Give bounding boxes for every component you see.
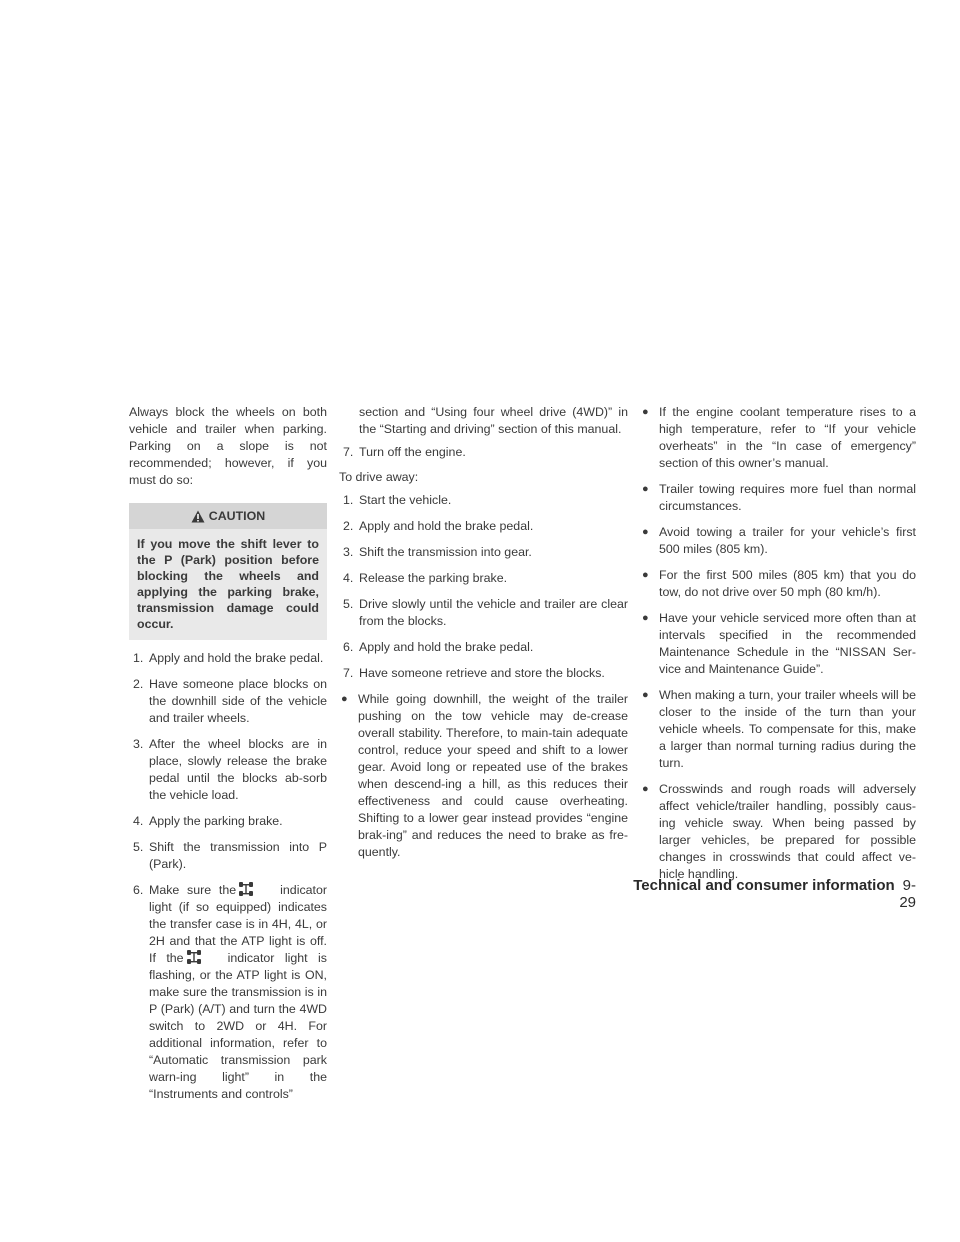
bullet-icon: ● [341,693,348,705]
towing-tips [640,404,916,883]
list-item: 1. Apply and hold the brake pedal. [133,651,324,665]
caution-body: If you move the shift lever to the P (Park) position before blocking the wheels and applying the parking brake, transmission damage could occur. [129,529,327,640]
column-middle [339,404,628,861]
downhill-bullets [339,691,628,861]
intro-paragraph: Always block the wheels on both vehicle and trailer when parking. Parking on a slope is not recommended; however, if you must do so: [129,405,327,487]
list-item: ● While going downhill, the weight of the trailer pushing on the tow vehicle may de-crease overall stability. Therefore, to main-tain adequate control, reduce your speed and shift to a lower gear. Avoid long or repeated use of the brakes when descend-ing a hill, as this reduces their effectiveness and could cause overheating. Shifting to a lower gear instead provides “engine brak-ing” and reduces the need to brake as fre-quently. [341,692,628,859]
list-item: ● Avoid towing a trailer for your vehicle’s first 500 miles (805 km). [642,525,916,556]
list-item: 7. Turn off the engine. [343,445,466,459]
list-item: 1. Start the vehicle. [343,493,452,507]
list-item: ● Crosswinds and rough roads will adversely affect vehicle/trailer handling, possibly caus-ing vehicle sway. When being passed by larger vehicles, be prepared for possible changes in crosswinds that could affect ve-hicle handling. [642,782,916,881]
list-item: 3. Shift the transmission into gear. [343,545,532,559]
list-item: ● For the first 500 miles (805 km) that you do tow, do not drive over 50 mph (80 km/h). [642,568,916,599]
drive-away-steps [339,492,628,682]
parking-steps [129,650,327,1103]
caution-header [129,503,327,529]
section-title: Technical and consumer information [633,877,895,894]
bullet-icon: ● [642,689,649,701]
list-item: ● When making a turn, your trailer wheels will be closer to the inside of the turn than your vehicle wheels. To compensate for this, make a larger than normal turning radius during the turn. [642,688,916,770]
bullet-icon: ● [642,569,649,581]
list-item: ● If the engine coolant temperature rises to a high temperature, refer to “If your vehicle overheats” in the “In case of emergency” section of this owner’s manual. [642,405,916,470]
page-footer [620,877,916,911]
warning-icon [191,510,205,523]
bullet-icon: ● [642,526,649,538]
list-item: 5. Shift the transmission into P (Park). [133,840,327,871]
list-item: 4. Apply the parking brake. [133,814,283,828]
list-item: ● Have your vehicle serviced more often than at intervals specified in the recommended Maintenance Schedule in the “NISSAN Ser-vice and Maintenance Guide”. [642,611,916,676]
list-item: 6. Apply and hold the brake pedal. [343,640,534,654]
bullet-icon: ● [642,406,649,418]
list-item: 3. After the wheel blocks are in place, slowly release the brake pedal until the blocks ab-sorb the vehicle load. [133,737,327,802]
list-item: 2. Have someone place blocks on the downhill side of the vehicle and trailer wheels. [133,677,327,725]
bullet-icon: ● [642,612,649,624]
list-item: 4. Release the parking brake. [343,571,508,585]
list-item: 6. Make sure the indicator light (if so equipped) indicates the transfer case is in 4H, 4L, or 2H and that the ATP light is off. If the indicator light is flashing, or the ATP light is ON, make sure the transmission is in P (Park) (A/T) and turn the 4WD switch to 2WD or 4H. For additional information, refer to “Automatic transmission park warn-ing light” in the “Instruments and controls” [133,883,327,1101]
column-right [640,404,916,883]
list-item: 2. Apply and hold the brake pedal. [343,519,534,533]
bullet-icon: ● [642,483,649,495]
page-number: 9-29 [899,877,916,911]
continued-paragraph: section and “Using four wheel drive (4WD)” in the “Starting and driving” section of this manual. [359,405,628,436]
list-item: 7. Have someone retrieve and store the blocks. [343,666,605,680]
4wd-indicator-icon [184,951,228,965]
4wd-indicator-icon [236,883,280,897]
list-item: ● Trailer towing requires more fuel than normal circumstances. [642,482,916,513]
list-item: 5. Drive slowly until the vehicle and trailer are clear from the blocks. [343,597,628,628]
caution-title: CAUTION [208,508,266,523]
column-left [129,404,327,1103]
drive-away-heading: To drive away: [339,470,419,484]
bullet-icon: ● [642,783,649,795]
